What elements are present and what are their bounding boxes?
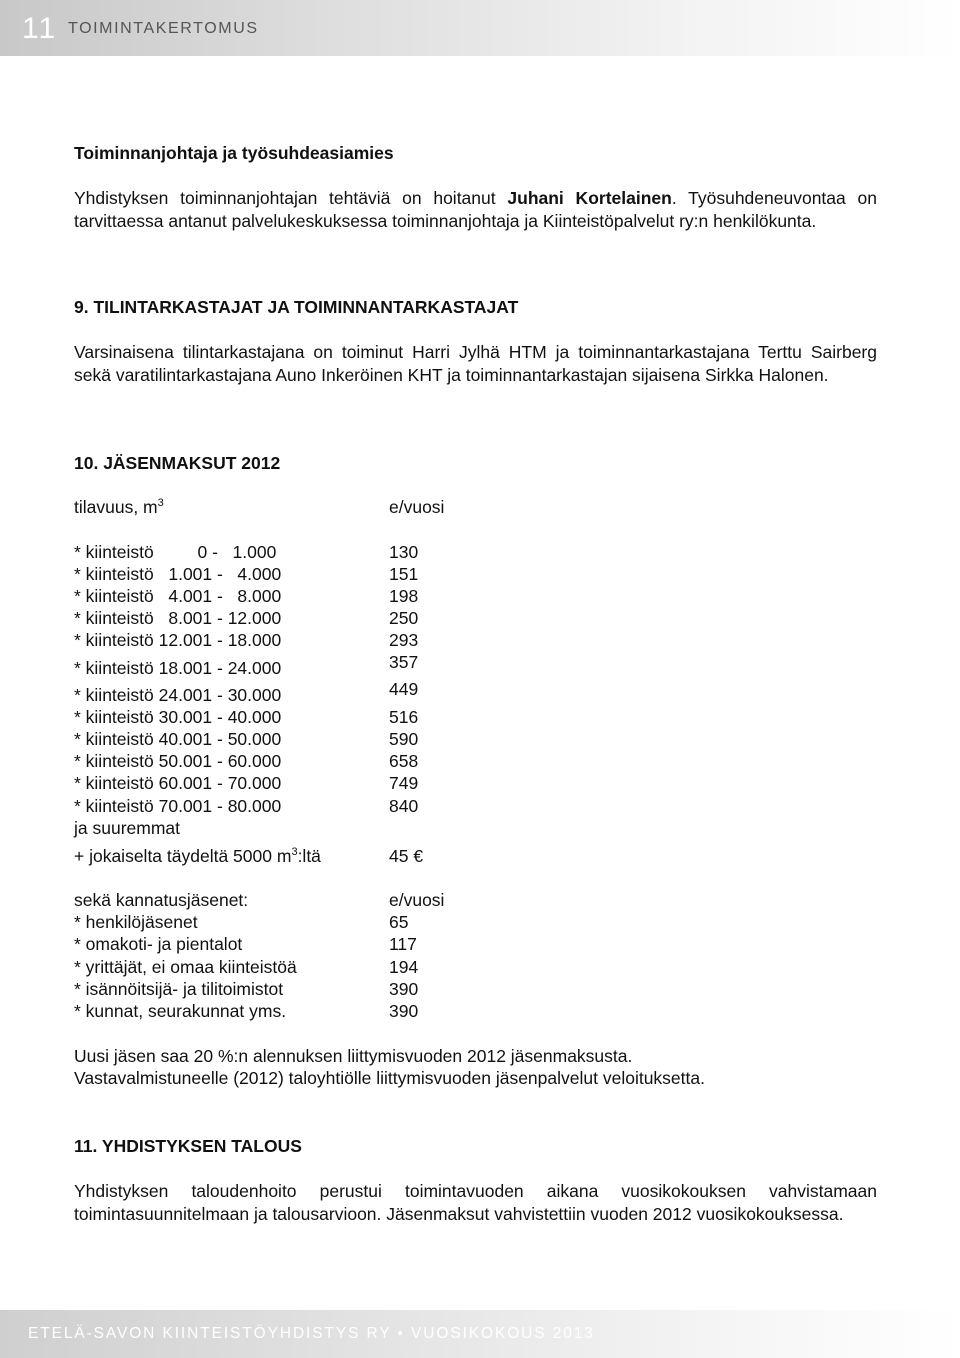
staff-heading: Toiminnanjohtaja ja työsuhdeasiamies bbox=[74, 143, 394, 163]
section-9-paragraph: Varsinaisena tilintarkastajana on toiminut Harri Jylhä HTM ja toiminnantarkastajana Terttu Sairberg sekä varatilintarkastajana Auno Inkeröinen KHT ja toiminnantarkastajan sijaisena Sirkka Halonen. bbox=[74, 342, 877, 385]
section-11-paragraph: Yhdistyksen taloudenhoito perustui toimintavuoden aikana vuosikokouksen vahvistamaan toimintasuunnitelmaan ja talousarvioon. Jäsenmaksut vahvistettiin vuoden 2012 vuosikokouksessa. bbox=[74, 1181, 877, 1224]
footer-text: ETELÄ-SAVON KIINTEISTÖYHDISTYS RY • VUOSIKOKOUS 2013 bbox=[28, 1325, 595, 1342]
support-members-header: sekä kannatusjäsenet: bbox=[74, 890, 249, 910]
manager-name: Juhani Kortelainen bbox=[507, 188, 672, 208]
staff-paragraph bbox=[74, 187, 877, 232]
staff-paragraph-start: Yhdistyksen toiminnanjohtajan tehtäviä on hoitanut bbox=[74, 188, 508, 208]
staff-paragraph-end: . Työsuhdeneuvontaa on tarvittaessa antanut palvelukeskuksessa toiminnanjohtaja ja Kiinteistöpalvelut ry:n henkilökunta. bbox=[74, 188, 877, 231]
support-fee-column-header: e/vuosi bbox=[389, 890, 445, 910]
section-9-heading: 9. TILINTARKASTAJAT JA TOIMINNANTARKASTAJAT bbox=[74, 297, 519, 317]
extra-fee-amount: 45 € bbox=[389, 846, 424, 866]
header-title: TOIMINTAKERTOMUS bbox=[68, 20, 259, 37]
graduate-note: Vastavalmistuneelle (2012) taloyhtiölle liittymisvuoden jäsenpalvelut veloituksetta. bbox=[74, 1068, 705, 1088]
discount-note: Uusi jäsen saa 20 %:n alennuksen liittymisvuoden 2012 jäsenmaksusta. bbox=[74, 1046, 633, 1066]
and-larger-label: ja suuremmat bbox=[74, 818, 181, 838]
volume-column-header: tilavuus, $m^3$ bbox=[74, 497, 164, 517]
section-11-heading: 11. YHDISTYKSEN TALOUS bbox=[74, 1136, 302, 1156]
section-10-heading: 10. JÄSENMAKSUT 2012 bbox=[74, 453, 281, 473]
page-number: 11 bbox=[22, 12, 58, 45]
fee-column-header: e/vuosi bbox=[389, 497, 445, 517]
extra-fee-label: + jokaiselta täydeltä 5000 $m^3:ltä$ bbox=[74, 846, 321, 866]
